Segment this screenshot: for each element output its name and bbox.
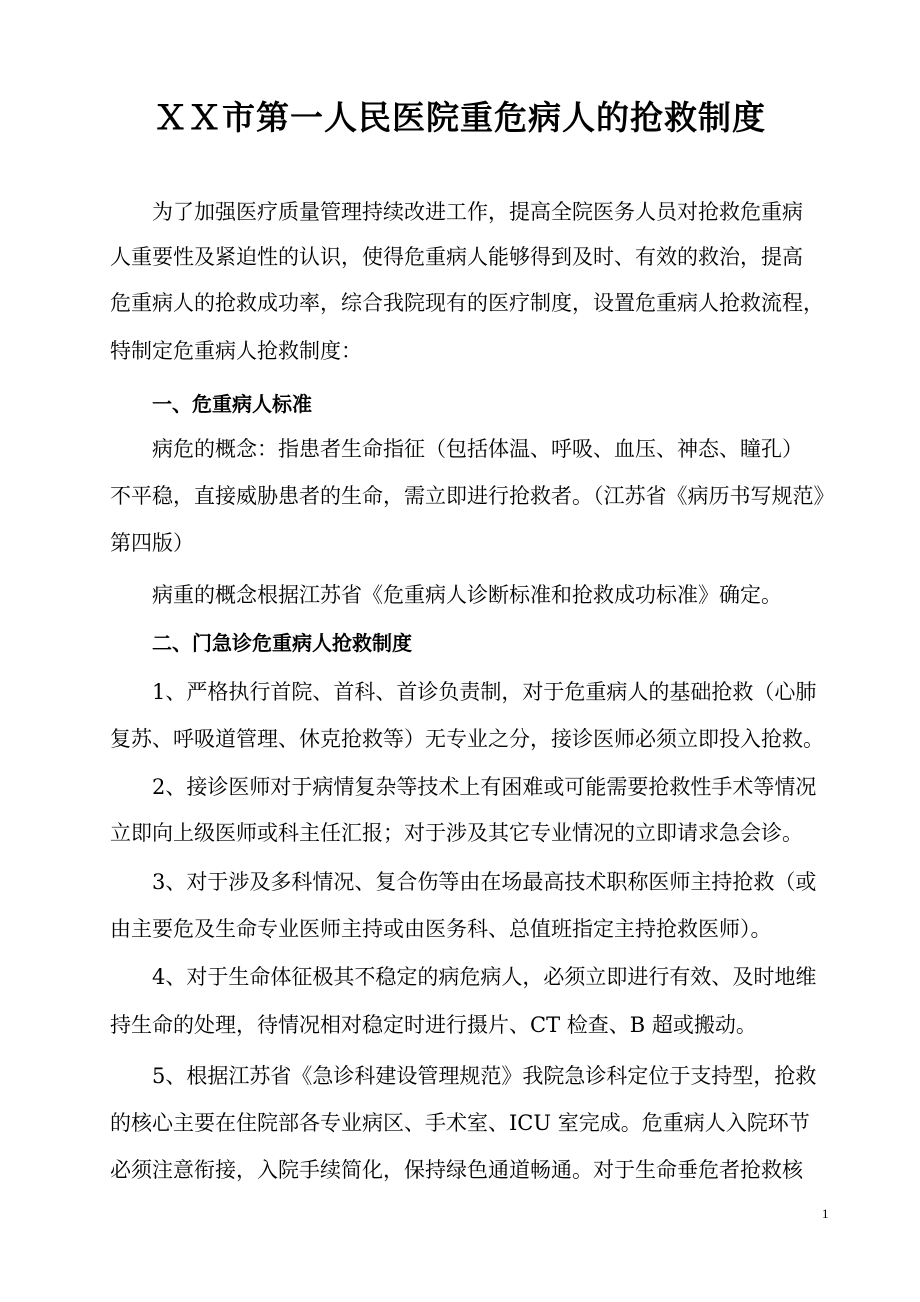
intro-line: 危重病人的抢救成功率，综合我院现有的医疗制度，设置危重病人抢救流程， xyxy=(110,291,824,315)
list-item-line: 2、接诊医师对于病情复杂等技术上有困难或可能需要抢救性手术等情况 xyxy=(152,775,817,799)
list-item-line: 必须注意衔接，入院手续简化，保持绿色通道畅通。对于生命垂危者抢救核 xyxy=(110,1158,803,1182)
intro-line: 为了加强医疗质量管理持续改进工作，提高全院医务人员对抢救危重病 xyxy=(152,200,803,224)
paragraph-line: 不平稳，直接威胁患者的生命，需立即进行抢救者。（江苏省《病历书写规范》 xyxy=(110,484,835,508)
list-item-line: 5、根据江苏省《急诊科建设管理规范》我院急诊科定位于支持型，抢救 xyxy=(152,1064,817,1088)
list-item-line: 由主要危及生命专业医师主持或由医务科、总值班指定主持抢救医师）。 xyxy=(110,917,772,941)
paragraph-line: 病危的概念：指患者生命指征（包括体温、呼吸、血压、神态、瞳孔） xyxy=(152,437,803,461)
section-heading-standards: 一、危重病人标准 xyxy=(152,392,312,416)
paragraph-line: 第四版） xyxy=(110,531,194,555)
list-item-line: 4、对于生命体征极其不稳定的病危病人，必须立即进行有效、及时地维 xyxy=(152,965,817,989)
list-item-line: 复苏、呼吸道管理、休克抢救等）无专业之分，接诊医师必须立即投入抢救。 xyxy=(110,727,824,751)
paragraph-line: 病重的概念根据江苏省《危重病人诊断标准和抢救成功标准》确定。 xyxy=(152,583,782,607)
document-title: ＸＸ市第一人民医院重危病人的抢救制度 xyxy=(154,98,766,137)
list-item-line: 持生命的处理，待情况相对稳定时进行摄片、CT 检查、B 超或搬动。 xyxy=(110,1013,757,1037)
page-number: 1 xyxy=(822,1206,829,1221)
list-item-line: 1、严格执行首院、首科、首诊负责制，对于危重病人的基础抢救（心肺 xyxy=(152,680,817,704)
section-heading-emergency: 二、门急诊危重病人抢救制度 xyxy=(152,631,412,655)
intro-line: 特制定危重病人抢救制度： xyxy=(110,339,362,363)
list-item-line: 立即向上级医师或科主任汇报；对于涉及其它专业情况的立即请求急会诊。 xyxy=(110,821,803,845)
list-item-line: 3、对于涉及多科情况、复合伤等由在场最高技术职称医师主持抢救（或 xyxy=(152,870,817,894)
list-item-line: 的核心主要在住院部各专业病区、手术室、ICU 室完成。危重病人入院环节 xyxy=(110,1111,810,1135)
intro-line: 人重要性及紧迫性的认识，使得危重病人能够得到及时、有效的救治，提高 xyxy=(110,245,803,269)
